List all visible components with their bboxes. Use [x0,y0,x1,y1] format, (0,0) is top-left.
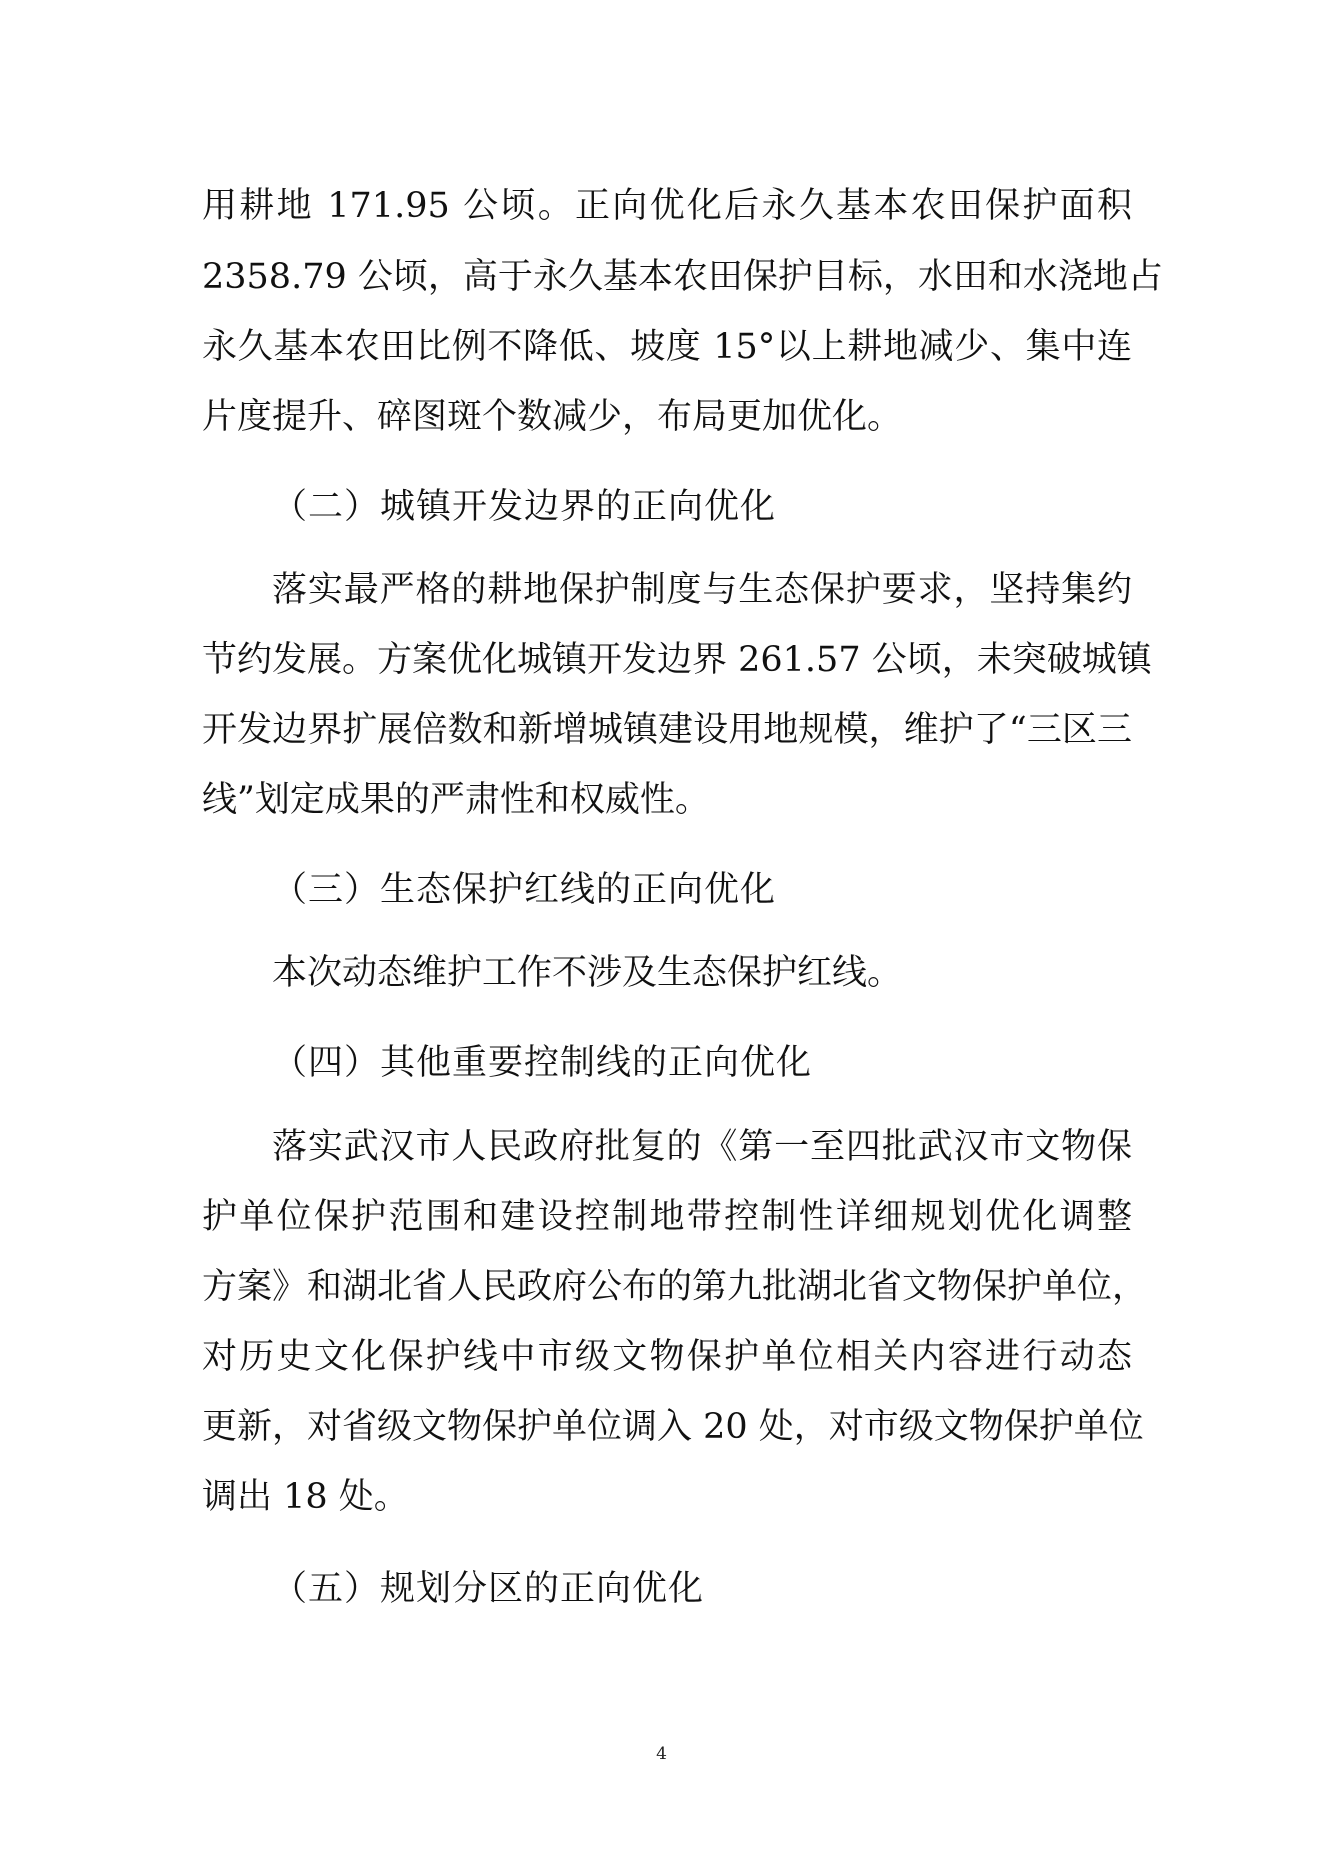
page-number: 4 [656,1744,667,1764]
paragraph-line: 本次动态维护工作不涉及生态保护红线。 [272,953,903,993]
paragraph-line: 2358.79 公顷，高于永久基本农田保护目标，水田和水浇地占 [202,257,1163,297]
paragraph-line: 方案》和湖北省人民政府公布的第九批湖北省文物保护单位， [202,1267,1148,1307]
section-heading: （二）城镇开发边界的正向优化 [272,487,777,527]
paragraph-line: 线”划定成果的严肃性和权威性。 [202,780,710,820]
paragraph-line: 落实最严格的耕地保护制度与生态保护要求，坚持集约 [272,570,1132,610]
paragraph-line: 节约发展。方案优化城镇开发边界 261.57 公顷，未突破城镇 [202,640,1152,680]
paragraph-line: 片度提升、碎图斑个数减少，布局更加优化。 [202,397,903,437]
paragraph-line: 对历史文化保护线中市级文物保护单位相关内容进行动态 [202,1337,1132,1377]
paragraph-line: 开发边界扩展倍数和新增城镇建设用地规模，维护了“三区三 [202,710,1132,750]
paragraph-line: 护单位保护范围和建设控制地带控制性详细规划优化调整 [202,1197,1132,1237]
section-heading: （四）其他重要控制线的正向优化 [272,1043,813,1083]
section-heading: （三）生态保护红线的正向优化 [272,870,777,910]
paragraph-line: 调出 18 处。 [202,1477,409,1517]
paragraph-line: 落实武汉市人民政府批复的《第一至四批武汉市文物保 [272,1127,1132,1167]
section-heading: （五）规划分区的正向优化 [272,1569,705,1609]
paragraph-line: 永久基本农田比例不降低、坡度 15°以上耕地减少、集中连 [202,327,1132,367]
paragraph-line: 用耕地 171.95 公顷。正向优化后永久基本农田保护面积 [202,186,1132,226]
paragraph-line: 更新，对省级文物保护单位调入 20 处，对市级文物保护单位 [202,1407,1144,1447]
